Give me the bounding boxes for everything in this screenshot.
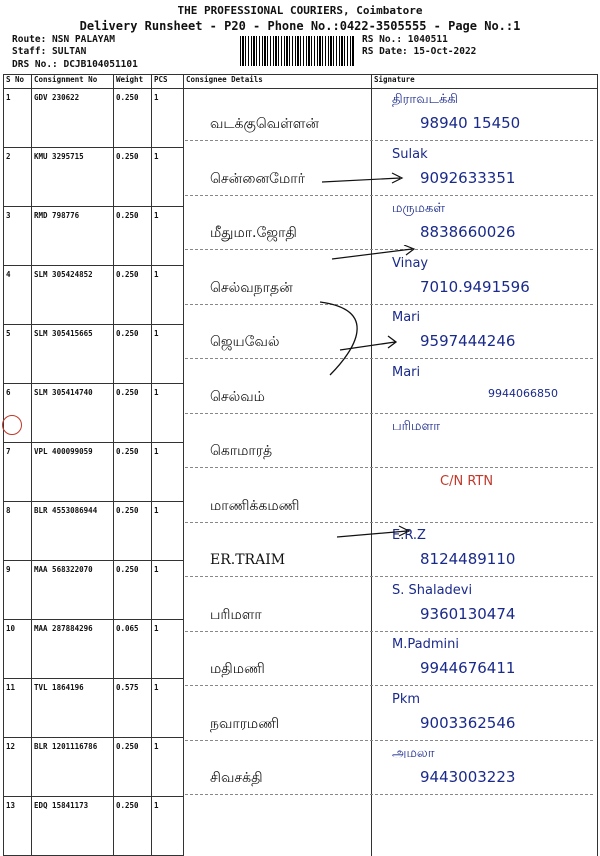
runsheet-title: Delivery Runsheet - P20 - Phone No.:0422-3505555 - Page No.:1	[79, 19, 521, 33]
pcs-value: 1	[152, 679, 184, 738]
row-sno: 5	[4, 325, 32, 384]
weight-value: 0.065	[114, 620, 152, 679]
weight-value: 0.250	[114, 443, 152, 502]
consignment-number: GDV 230622	[32, 89, 114, 148]
row-sno: 9	[4, 561, 32, 620]
row-separator	[185, 576, 593, 577]
signature-handwritten: C/N RTN	[440, 473, 494, 489]
col-sno: S No	[4, 75, 32, 89]
row-sno: 8	[4, 502, 32, 561]
weight-value: 0.250	[114, 502, 152, 561]
row-sno: 11	[4, 679, 32, 738]
consignment-number: BLR 1201116786	[32, 738, 114, 797]
phone-number-handwritten: 9003362546	[420, 713, 516, 732]
arrow-icon	[335, 525, 415, 545]
phone-number-handwritten: 9944676411	[420, 659, 516, 677]
signature-handwritten: E.R.Z	[392, 528, 426, 543]
pcs-value: 1	[152, 148, 184, 207]
consignee-name-handwritten: கொமாரத்	[210, 443, 273, 459]
pcs-value: 1	[152, 325, 184, 384]
row-sno: 7	[4, 443, 32, 502]
consignee-name-handwritten: சென்னைமோர்	[210, 170, 305, 187]
consignment-number: BLR 4553086944	[32, 502, 114, 561]
row-8-circle-mark	[2, 415, 22, 435]
signature-handwritten: Mari	[392, 364, 421, 380]
pcs-value: 1	[152, 561, 184, 620]
phone-number-handwritten: 7010.9491596	[420, 277, 530, 296]
consignment-number: SLM 305414740	[32, 384, 114, 443]
row-sno: 10	[4, 620, 32, 679]
consignee-cell	[184, 797, 372, 856]
phone-number-handwritten: 8124489110	[420, 550, 516, 568]
consignment-number: VPL 400099059	[32, 443, 114, 502]
pcs-value: 1	[152, 797, 184, 856]
signature-cell	[372, 797, 598, 856]
consignee-name-handwritten: வடக்குவெள்ளன்	[210, 116, 319, 132]
signature-handwritten: பரிமளா	[392, 419, 441, 434]
signature-handwritten: திராவடக்கி	[392, 92, 458, 107]
pcs-value: 1	[152, 207, 184, 266]
row-separator	[185, 195, 593, 196]
pcs-value: 1	[152, 738, 184, 797]
pcs-value: 1	[152, 443, 184, 502]
consignee-name-handwritten: செல்வநாதன்	[210, 279, 293, 296]
consignee-name-handwritten: சிவசக்தி	[210, 770, 263, 786]
weight-value: 0.250	[114, 384, 152, 443]
row-sno: 1	[4, 89, 32, 148]
pcs-value: 1	[152, 89, 184, 148]
consignee-name-handwritten: மாணிக்கமணி	[210, 497, 300, 514]
consignee-name-handwritten: ER.TRAIM	[210, 552, 286, 568]
barcode-image	[240, 36, 354, 66]
signature-handwritten: M.Padmini	[392, 637, 459, 652]
staff-label: Staff: SULTAN	[12, 46, 87, 57]
phone-number-handwritten: 9944066850	[488, 386, 558, 400]
weight-value: 0.575	[114, 679, 152, 738]
consignment-number: RMD 798776	[32, 207, 114, 266]
phone-number-handwritten: 9092633351	[420, 168, 516, 187]
table-row	[4, 797, 598, 856]
phone-number-handwritten: 8838660026	[420, 223, 516, 241]
consignment-number: SLM 305415665	[32, 325, 114, 384]
col-signature: Signature	[372, 75, 598, 89]
row-separator	[185, 740, 593, 741]
company-title: THE PROFESSIONAL COURIERS, Coimbatore	[177, 4, 423, 17]
row-separator	[185, 631, 593, 632]
consignee-name-handwritten: நவாரமணி	[210, 715, 280, 732]
signature-cell	[372, 443, 598, 502]
row-sno: 3	[4, 207, 32, 266]
pcs-value: 1	[152, 620, 184, 679]
row-sno: 4	[4, 266, 32, 325]
row-separator	[185, 413, 593, 414]
weight-value: 0.250	[114, 207, 152, 266]
row-separator	[185, 685, 593, 686]
table-row	[4, 738, 598, 797]
consignee-name-handwritten: மதிமணி	[210, 661, 265, 677]
rs-date: RS Date: 15-Oct-2022	[362, 46, 477, 57]
phone-number-handwritten: 9443003223	[420, 768, 516, 786]
row-separator	[185, 140, 593, 141]
col-consignee: Consignee Details	[184, 75, 372, 89]
weight-value: 0.250	[114, 148, 152, 207]
consignment-number: MAA 287884296	[32, 620, 114, 679]
pcs-value: 1	[152, 384, 184, 443]
phone-number-handwritten: 98940 15450	[420, 114, 521, 132]
row-sno: 6	[4, 384, 32, 443]
row-separator	[185, 467, 593, 468]
weight-value: 0.250	[114, 89, 152, 148]
row-sno: 12	[4, 738, 32, 797]
signature-handwritten: Vinay	[392, 255, 429, 271]
row-separator	[185, 522, 593, 523]
weight-value: 0.250	[114, 325, 152, 384]
handwritten-arrow-icon	[300, 290, 420, 390]
consignee-name-handwritten: பரிமளா	[210, 606, 262, 623]
weight-value: 0.250	[114, 561, 152, 620]
consignment-number: KMU 3295715	[32, 148, 114, 207]
weight-value: 0.250	[114, 266, 152, 325]
arrow-icon	[330, 245, 420, 265]
signature-handwritten: Pkm	[392, 691, 421, 707]
row-sno: 2	[4, 148, 32, 207]
consignee-name-handwritten: மீதுமா.ஜோதி	[210, 225, 297, 241]
pcs-value: 1	[152, 266, 184, 325]
row-separator	[185, 794, 593, 795]
pcs-value: 1	[152, 502, 184, 561]
consignment-number: SLM 305424852	[32, 266, 114, 325]
col-weight: Weight	[114, 75, 152, 89]
rs-number: RS No.: 1040511	[362, 34, 448, 45]
consignment-number: MAA 568322070	[32, 561, 114, 620]
consignee-name-handwritten: ஜெயவேல்	[210, 334, 280, 350]
signature-handwritten: மருமகள்	[392, 201, 446, 216]
signature-handwritten: அமலா	[392, 746, 435, 761]
route-label: Route: NSN PALAYAM	[12, 34, 115, 45]
arrow-icon	[320, 170, 410, 190]
row-sno: 13	[4, 797, 32, 856]
weight-value: 0.250	[114, 797, 152, 856]
table-row	[4, 443, 598, 502]
signature-handwritten: Sulak	[392, 146, 428, 162]
col-consignment: Consignment No	[32, 75, 114, 89]
consignee-name-handwritten: செல்வம்	[210, 388, 265, 405]
weight-value: 0.250	[114, 738, 152, 797]
consignment-number: EDQ 15841173	[32, 797, 114, 856]
consignment-number: TVL 1864196	[32, 679, 114, 738]
signature-handwritten: Mari	[392, 310, 421, 325]
phone-number-handwritten: 9597444246	[420, 332, 516, 350]
col-pcs: PCS	[152, 75, 184, 89]
signature-handwritten: S. Shaladevi	[392, 582, 473, 598]
phone-number-handwritten: 9360130474	[420, 604, 516, 623]
table-header-row	[4, 75, 598, 89]
drs-label: DRS No.: DCJB104051101	[12, 59, 138, 70]
